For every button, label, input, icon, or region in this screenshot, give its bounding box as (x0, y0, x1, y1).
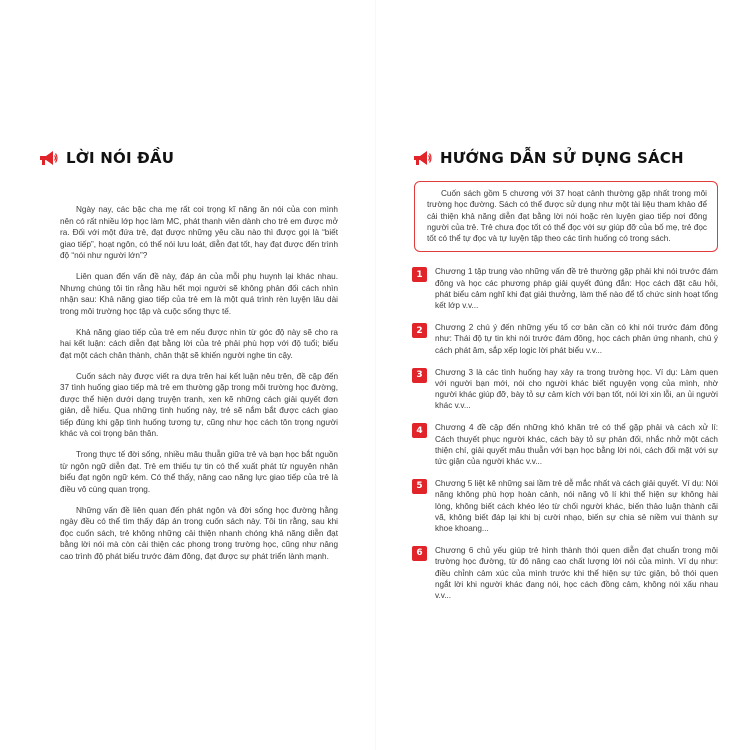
chapter-description: Chương 1 tập trung vào những vấn đề trẻ thường gặp phải khi nói trước đám đông và học các phương pháp giải quyết đúng đắn: Học cách đặt câu hỏi, phát biểu cảm nghĩ khi đạt giải thưởng, làm thế nào để tổ chức sinh hoạt tổng kết lớp v.v... (435, 267, 718, 311)
preface-paragraph: Những vấn đề liên quan đến phát ngôn và đời sống học đường hằng ngày đều có thể tìm thấy đáp án trong cuốn sách này. Tôi tin rằng, sau khi đọc cuốn sách, trẻ không những cải thiện nhanh chóng khả năng diễn đạt bằng lời nói mà còn cải thiện các phong trong trường học, cũng như nâng cao trình độ phát biểu trước đám đông, đạt được sự phát triển lành mạnh. (60, 505, 338, 561)
megaphone-icon (412, 148, 432, 168)
megaphone-icon (38, 148, 58, 168)
preface-body (38, 204, 338, 562)
preface-title: LỜI NÓI ĐẦU (66, 149, 175, 167)
chapter-description: Chương 4 đề cập đến những khó khăn trẻ có thể gặp phải và cách xử lí: Cách thuyết phục người khác, cách bày tỏ sự phản đối, nhắc nhở một cách thiện chí, giải quyết mâu thuẫn với bạn học bằng lời nói, cách đối mặt với sự tức giận của người khác v.v... (435, 423, 718, 467)
chapter-item (412, 367, 718, 412)
intro-box (414, 181, 718, 252)
preface-section (38, 148, 338, 572)
chapter-item (412, 478, 718, 534)
chapter-item (412, 422, 718, 467)
chapter-number-badge: 2 (412, 323, 427, 338)
chapter-description: Chương 6 chủ yếu giúp trẻ hình thành thói quen diễn đạt chuẩn trong môi trường học đường, từ đó nâng cao chất lượng lời nói của mình. Ví dụ như: điều chỉnh cảm xúc của mình trước khi thể hiện sự tức giận, bỏ thói quen ngắt lời khi người khác đang nói, học cách đồng cảm, không nói xấu nhau v.v... (435, 545, 718, 601)
usage-guide-title: HƯỚNG DẪN SỬ DỤNG SÁCH (440, 149, 684, 167)
chapter-item (412, 322, 718, 356)
chapter-description: Chương 3 là các tình huống hay xảy ra trong trường học. Ví dụ: Làm quen với người bạn mới, nói cho người khác biết nguyện vọng của mình, nhờ người khác giúp đỡ, bày tỏ sự cảm kích với bạn tốt, nói lời xin lỗi, an ủi người khác v.v... (435, 367, 718, 411)
preface-heading (38, 148, 338, 168)
chapter-number-badge: 1 (412, 267, 427, 282)
preface-paragraph: Ngày nay, các bậc cha mẹ rất coi trọng kĩ năng ăn nói của con mình nên có rất nhiều lớp học làm MC, phát thanh viên dành cho trẻ em được mở ra. Đối với một đứa trẻ, đạt được những yêu cầu nào thì được gọi là “biết giao tiếp”, hoạt ngôn, có thể nói lưu loát, diễn đạt tốt, hay đạt được đến trình độ “nói như người lớn”? (60, 205, 338, 260)
preface-paragraph: Cuốn sách này được viết ra dựa trên hai kết luận nêu trên, đề cập đến 37 tình huống giao tiếp mà trẻ em thường gặp trong môi trường học đường, được thể hiện dưới dạng truyện tranh, xen kẽ những cách giải quyết đơn giản, dễ hiểu. Qua những tình huống này, trẻ sẽ nắm bắt được cách giao tiếp đúng khi gặp tình huống tương tự, cũng như học cách tôn trọng người khác và coi trọng bản thân. (60, 371, 338, 439)
preface-paragraph: Khả năng giao tiếp của trẻ em nếu được nhìn từ góc độ này sẽ cho ra hai kết luận: cách diễn đạt bằng lời của trẻ phải phù hợp với độ tuổi; biểu đạt một cách chân thành, chân thật sẽ khiến người nghe tin cậy. (60, 327, 338, 360)
chapter-number-badge: 3 (412, 368, 427, 383)
preface-paragraph: Trong thực tế đời sống, nhiều mâu thuẫn giữa trẻ và bạn học bắt nguồn từ ngôn ngữ diễn đạt. Trẻ em thiếu tự tin có thể xuất phát từ nguyên nhân biểu đạt ngôn ngữ kém. Có thể thấy, nâng cao năng lực giao tiếp của trẻ là điều vô cùng quan trọng. (60, 450, 338, 494)
chapter-item (412, 545, 718, 601)
chapter-description: Chương 2 chú ý đến những yếu tố cơ bản cần có khi nói trước đám đông như: Thái độ tự tin khi nói trước đám đông, học cách phản ứng nhanh, chú ý cách phát âm, sắp xếp logic lời phát biểu v.v... (435, 323, 718, 355)
chapter-number-badge: 5 (412, 479, 427, 494)
usage-guide-heading (412, 148, 718, 168)
chapter-description: Chương 5 liệt kê những sai lầm trẻ dễ mắc nhất và cách giải quyết. Ví dụ: Nói năng không phù hợp hoàn cảnh, nói năng vô lí khi thể hiện sự không hài lòng, không biết cách khéo léo từ chối người khác, biến thảo luận thành cãi vã, không biết đáp lại khi bị cười nhạo, biến sự chia sẻ niềm vui thành sự khoe khoang... (435, 478, 718, 534)
usage-guide-section (412, 148, 718, 612)
preface-paragraph: Liên quan đến vấn đề này, đáp án của mỗi phụ huynh lại khác nhau. Nhưng chúng tôi tin rằng hầu hết mọi người sẽ không phản đối cách nhìn nhận sau: Khả năng giao tiếp của trẻ em là một quá trình rèn luyện lâu dài trong môi trường học tập và cuộc sống thực tế. (60, 272, 338, 316)
chapter-item (412, 266, 718, 311)
chapter-number-badge: 4 (412, 423, 427, 438)
page-gutter (375, 0, 376, 750)
chapter-list (412, 266, 718, 601)
intro-text: Cuốn sách gồm 5 chương với 37 hoạt cảnh thường gặp nhất trong môi trường học đường. Sách có thể được sử dụng như một tài liệu tham khảo để cải thiện khả năng diễn đạt bằng lời nói hoặc rèn luyện giao tiếp nơi đông người của trẻ. Trẻ chưa đọc tốt có thể đọc với sự giúp đỡ của bố mẹ, trẻ đọc tốt có thể tự đọc và tự luyện tập theo các tình huống có trong sách. (427, 189, 707, 244)
chapter-number-badge: 6 (412, 546, 427, 561)
